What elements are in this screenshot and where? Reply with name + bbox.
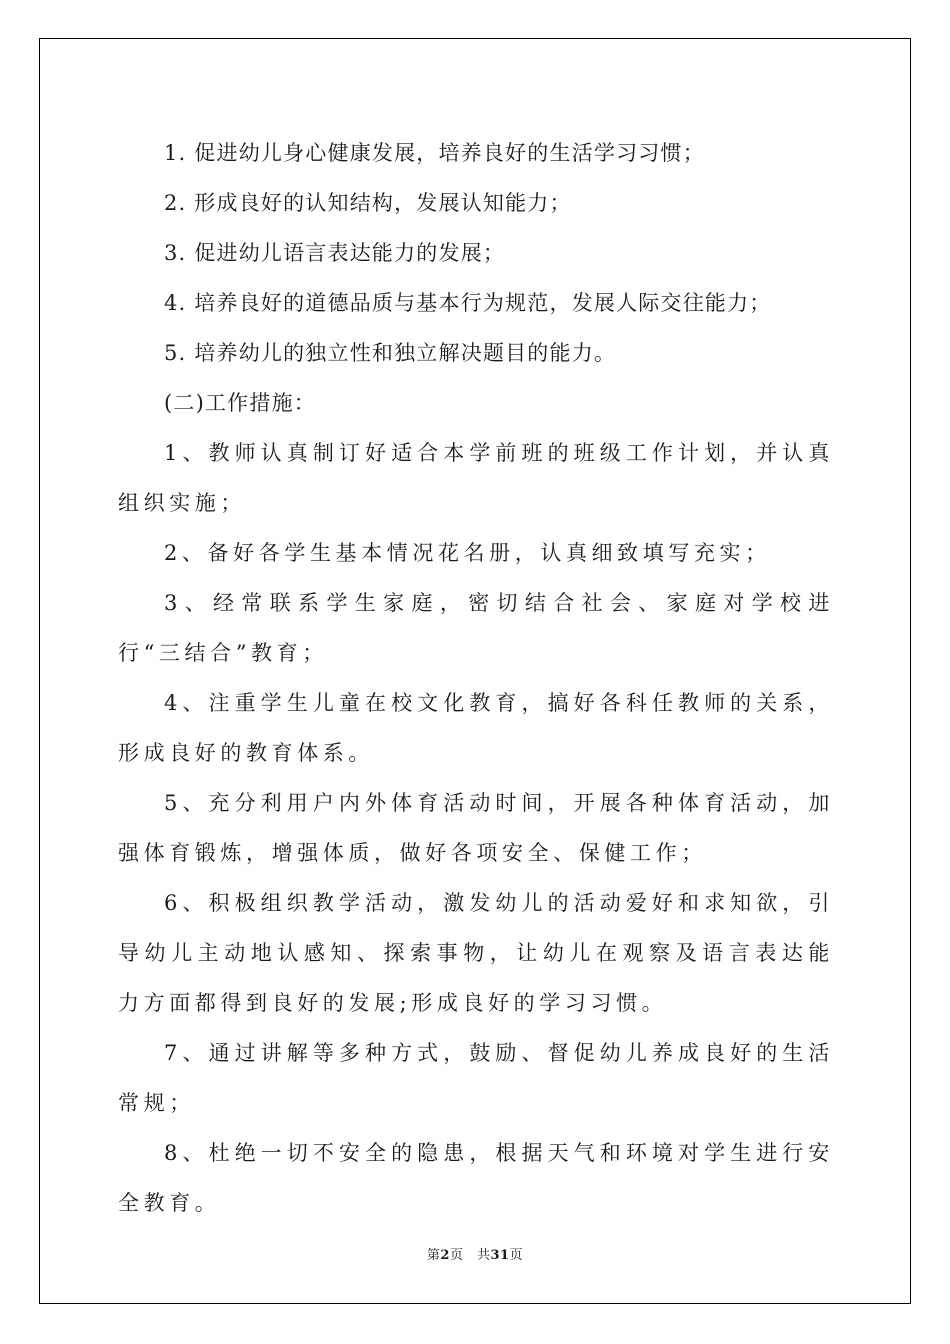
goal-item-1: 1. 促进幼儿身心健康发展，培养良好的生活学习习惯； [164,141,705,165]
footer-suffix: 页 [509,1248,524,1263]
page-footer [0,1247,950,1265]
measure-item-8: 8、杜绝一切不安全的隐患，根据天气和环境对学生进行安全教育。 [118,1141,834,1215]
footer-current-page: 2 [440,1248,450,1263]
measure-item-2: 2、备好各学生基本情况花名册，认真细致填写充实； [164,541,771,565]
measure-item-3: 3、经常联系学生家庭，密切结合社会、家庭对学校进行“三结合”教育； [118,591,834,665]
goal-item-5: 5. 培养幼儿的独立性和独立解决题目的能力。 [164,341,617,365]
measure-item-4: 4、注重学生儿童在校文化教育，搞好各科任教师的关系，形成良好的教育体系。 [118,691,834,765]
document-body [118,128,834,1228]
footer-mid: 页 共 [449,1248,491,1263]
goal-item-2: 2. 形成良好的认知结构，发展认知能力； [164,191,572,215]
measure-item-7: 7、通过讲解等多种方式，鼓励、督促幼儿养成良好的生活常规； [118,1041,834,1115]
measure-item-6: 6、积极组织教学活动，激发幼儿的活动爱好和求知欲，引导幼儿主动地认感知、探索事物，让幼儿在观察及语言表达能力方面都得到良好的发展;形成良好的学习习惯。 [118,891,834,1015]
goal-item-3: 3. 促进幼儿语言表达能力的发展； [164,241,506,265]
measure-item-1: 1、教师认真制订好适合本学前班的班级工作计划，并认真组织实施； [118,441,834,515]
section-heading-measures: (二)工作措施： [164,391,316,415]
goal-item-4: 4. 培养良好的道德品质与基本行为规范，发展人际交往能力； [164,291,772,315]
footer-prefix: 第 [426,1248,441,1263]
measure-item-5: 5、充分利用户内外体育活动时间，开展各种体育活动，加强体育锻炼，增强体质，做好各项安全、保健工作； [118,791,834,865]
footer-total-pages: 31 [490,1248,510,1263]
